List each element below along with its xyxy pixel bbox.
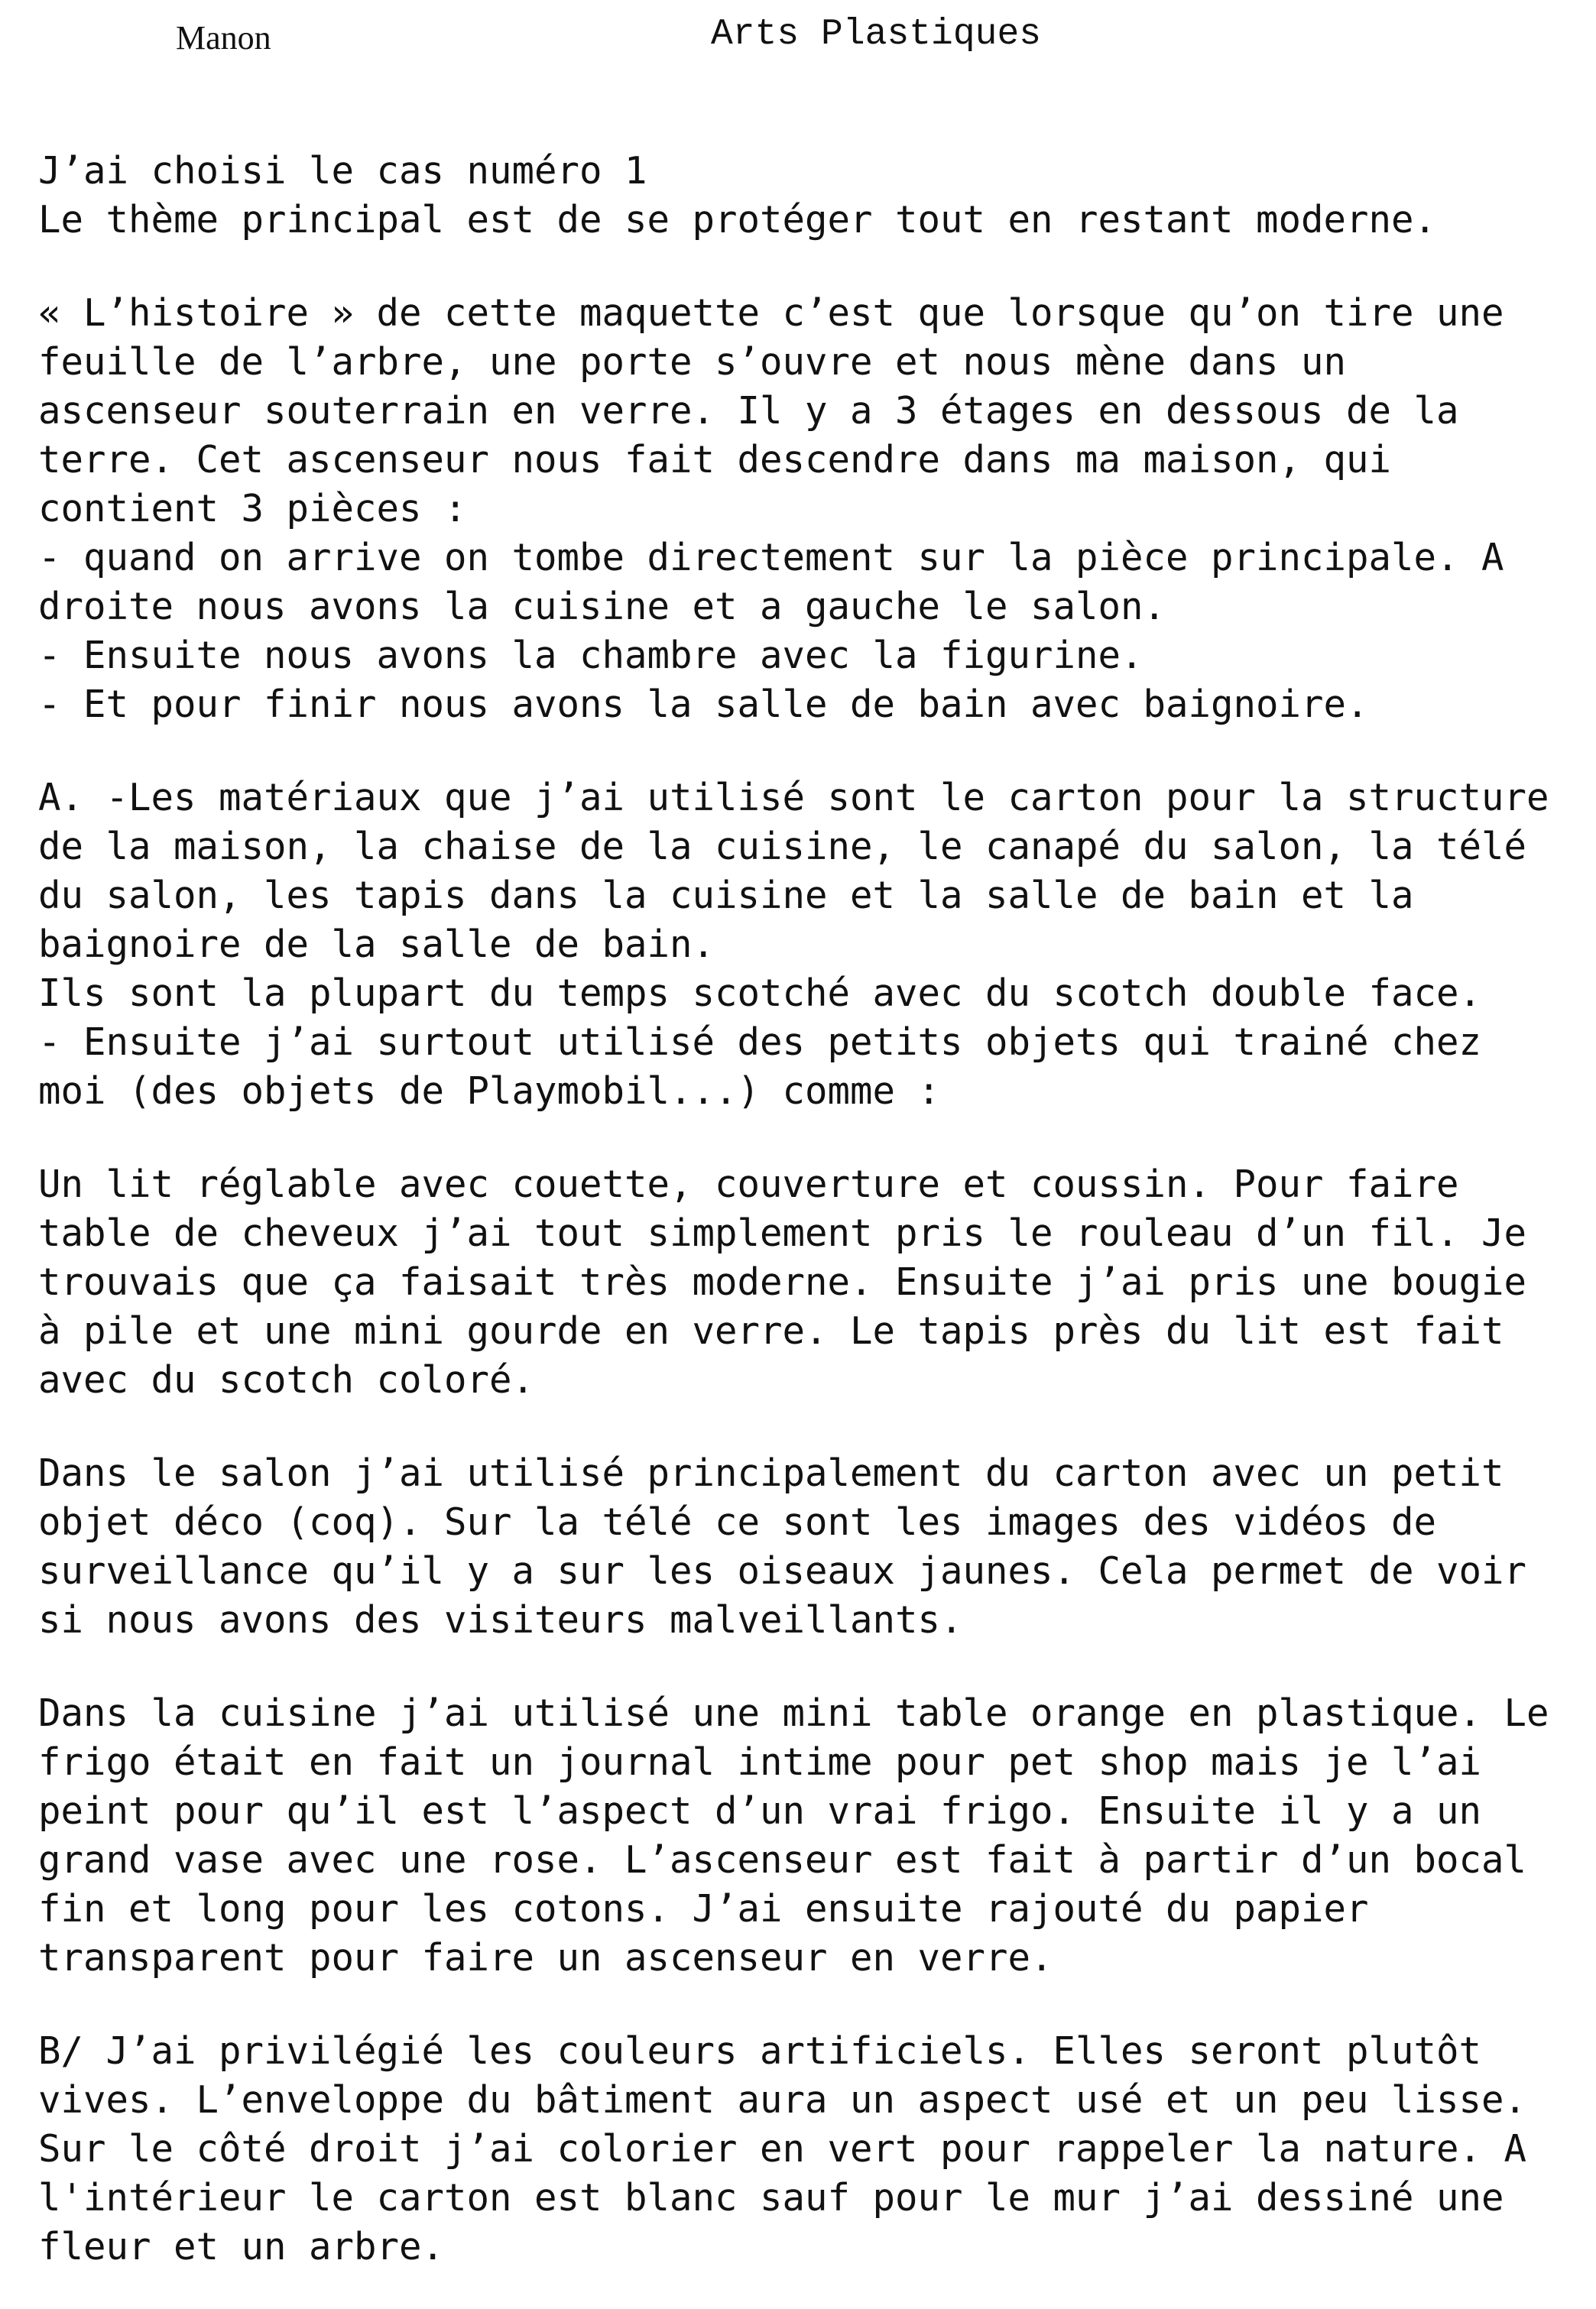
text-line: J’ai choisi le cas numéro 1 — [38, 149, 647, 193]
text-line: - Et pour finir nous avons la salle de bain avec baignoire. — [38, 683, 1369, 726]
text-line: fleur et un arbre. — [38, 2225, 445, 2268]
text-line: vives. L’enveloppe du bâtiment aura un aspect usé et un peu lisse. — [38, 2078, 1527, 2122]
document-body — [38, 147, 1582, 2272]
text-line: A. -Les matériaux que j’ai utilisé sont le carton pour la structure — [38, 776, 1549, 819]
document-title: Arts Plastiques — [711, 14, 1042, 55]
text-line: à pile et une mini gourde en verre. Le tapis près du lit est fait — [38, 1309, 1504, 1353]
text-line: contient 3 pièces : — [38, 487, 467, 530]
text-line: baignoire de la salle de bain. — [38, 923, 715, 966]
text-line: peint pour qu’il est l’aspect d’un vrai frigo. Ensuite il y a un — [38, 1789, 1482, 1833]
text-line: de la maison, la chaise de la cuisine, le canapé du salon, la télé — [38, 825, 1527, 868]
paragraph-7 — [38, 2027, 1582, 2272]
text-line: surveillance qu’il y a sur les oiseaux jaunes. Cela permet de voir — [38, 1549, 1527, 1593]
text-line: Le thème principal est de se protéger tout en restant moderne. — [38, 198, 1437, 242]
document-header — [0, 14, 1596, 67]
text-line: trouvais que ça faisait très moderne. Ensuite j’ai pris une bougie — [38, 1260, 1527, 1304]
text-line: du salon, les tapis dans la cuisine et la salle de bain et la — [38, 874, 1414, 917]
text-line: avec du scotch coloré. — [38, 1358, 535, 1402]
text-line: grand vase avec une rose. L’ascenseur est fait à partir d’un bocal — [38, 1838, 1527, 1882]
text-line: frigo était en fait un journal intime pour pet shop mais je l’ai — [38, 1740, 1482, 1784]
text-line: moi (des objets de Playmobil...) comme : — [38, 1069, 941, 1113]
paragraph-3 — [38, 773, 1582, 1116]
text-line: terre. Cet ascenseur nous fait descendre dans ma maison, qui — [38, 438, 1392, 482]
author-name: Manon — [176, 19, 271, 57]
text-line: - Ensuite j’ai surtout utilisé des petits objets qui trainé chez — [38, 1020, 1482, 1064]
text-line: table de cheveux j’ai tout simplement pris le rouleau d’un fil. Je — [38, 1211, 1527, 1255]
text-line: Un lit réglable avec couette, couverture et coussin. Pour faire — [38, 1163, 1459, 1206]
paragraph-5 — [38, 1449, 1582, 1645]
text-line: ascenseur souterrain en verre. Il y a 3 étages en dessous de la — [38, 389, 1459, 433]
text-line: - quand on arrive on tombe directement sur la pièce principale. A — [38, 536, 1504, 579]
text-line: - Ensuite nous avons la chambre avec la figurine. — [38, 634, 1143, 677]
text-line: si nous avons des visiteurs malveillants. — [38, 1598, 963, 1642]
paragraph-2 — [38, 289, 1582, 729]
text-line: l'intérieur le carton est blanc sauf pour le mur j’ai dessiné une — [38, 2176, 1504, 2220]
text-line: Dans le salon j’ai utilisé principalement du carton avec un petit — [38, 1451, 1504, 1495]
text-line: B/ J’ai privilégié les couleurs artificiels. Elles seront plutôt — [38, 2029, 1482, 2073]
text-line: transparent pour faire un ascenseur en verre. — [38, 1936, 1053, 1980]
paragraph-4 — [38, 1160, 1582, 1405]
text-line: fin et long pour les cotons. J’ai ensuite rajouté du papier — [38, 1887, 1369, 1931]
text-line: droite nous avons la cuisine et a gauche le salon. — [38, 585, 1166, 628]
text-line: Sur le côté droit j’ai colorier en vert pour rappeler la nature. A — [38, 2127, 1527, 2171]
text-line: « L’histoire » de cette maquette c’est que lorsque qu’on tire une — [38, 291, 1504, 335]
text-line: feuille de l’arbre, une porte s’ouvre et nous mène dans un — [38, 340, 1347, 384]
text-line: Dans la cuisine j’ai utilisé une mini table orange en plastique. Le — [38, 1691, 1549, 1735]
paragraph-1 — [38, 147, 1582, 245]
text-line: Ils sont la plupart du temps scotché avec du scotch double face. — [38, 971, 1482, 1015]
paragraph-6 — [38, 1689, 1582, 1983]
text-line: objet déco (coq). Sur la télé ce sont les images des vidéos de — [38, 1500, 1437, 1544]
